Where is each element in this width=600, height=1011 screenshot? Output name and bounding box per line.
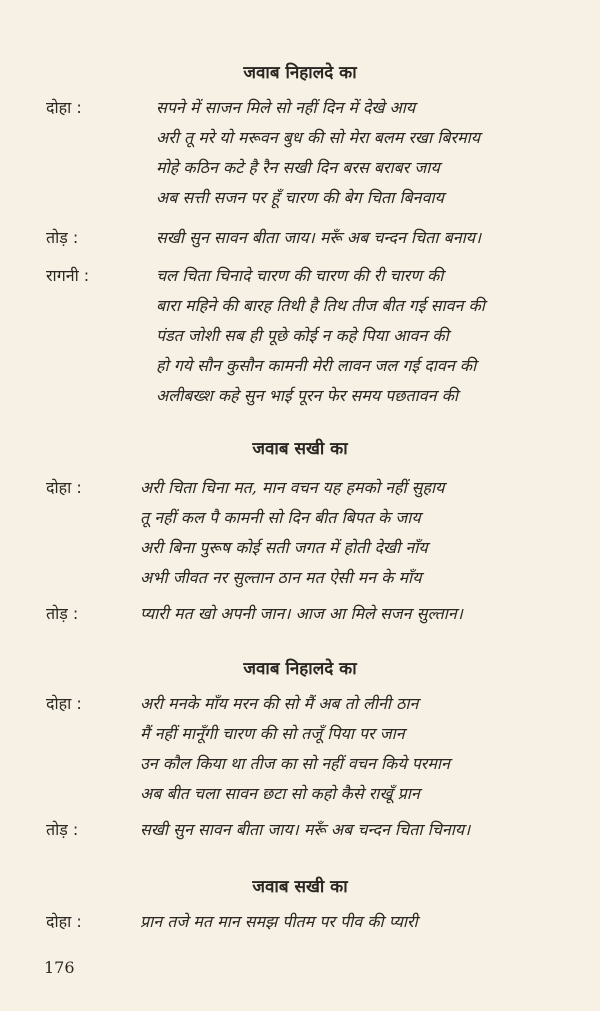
- verse-line: मोहे कठिन कटे है रैन सखी दिन बरस बराबर जाय: [156, 158, 440, 177]
- verse-label: तोड़ :: [46, 604, 79, 623]
- verse-line: तू नहीं कल पै कामनी सो दिन बीत बिपत के जाय: [140, 508, 421, 527]
- verse-line: अरी बिना पुरूष कोई सती जगत में होती देखी नाँय: [140, 538, 428, 557]
- verse-line: अलीबख्श कहे सुन भाई पूरन फेर समय पछतावन की: [156, 386, 459, 405]
- verse-label: दोहा :: [46, 694, 82, 713]
- verse-line: सखी सुन सावन बीता जाय। मरूँ अब चन्दन चिता चिनाय।: [140, 820, 471, 839]
- verse-line: अरी तू मरे यो मरूवन बुध की सो मेरा बलम रखा बिरमाय: [156, 128, 481, 147]
- verse-line: प्यारी मत खो अपनी जान। आज आ मिले सजन सुल्तान।: [140, 604, 463, 623]
- verse-line: मैं नहीं मानूँगी चारण की सो तजूँ पिया पर जान: [140, 724, 405, 743]
- verse-line: अब सत्ती सजन पर हूँ चारण की बेग चिता बिनवाय: [156, 188, 444, 207]
- verse-line: प्रान तजे मत मान समझ पीतम पर पीव की प्यारी: [140, 912, 418, 931]
- verse-line: अब बीत चला सावन छटा सो कहो कैसे राखूँ प्रान: [140, 784, 420, 803]
- verse-line: अभी जीवत नर सुल्तान ठान मत ऐसी मन के माँय: [140, 568, 422, 587]
- verse-line: उन कौल किया था तीज का सो नहीं वचन किये परमान: [140, 754, 450, 773]
- page-number: 176: [44, 958, 75, 977]
- section-heading: जवाब सखी का: [252, 877, 348, 897]
- verse-line: अरी चिता चिना मत, मान वचन यह हमको नहीं सुहाय: [140, 478, 445, 497]
- section-heading: जवाब निहालदे का: [243, 659, 357, 679]
- verse-label: रागनी :: [46, 266, 90, 285]
- verse-label: तोड़ :: [46, 228, 79, 247]
- verse-label: दोहा :: [46, 478, 82, 497]
- section-heading: जवाब सखी का: [252, 439, 348, 459]
- verse-line: चल चिता चिनादे चारण की चारण की री चारण की: [156, 266, 444, 285]
- verse-line: बारा महिने की बारह तिथी है तिथ तीज बीत गई सावन की: [156, 296, 485, 315]
- verse-line: सपने में साजन मिले सो नहीं दिन में देखे आय: [156, 98, 416, 117]
- verse-line: हो गये सौन कुसौन कामनी मेरी लावन जल गई दावन की: [156, 356, 477, 375]
- verse-label: दोहा :: [46, 98, 82, 117]
- section-heading: जवाब निहालदे का: [243, 63, 357, 83]
- verse-line: सखी सुन सावन बीता जाय। मरूँ अब चन्दन चिता बनाय।: [156, 228, 482, 247]
- verse-label: दोहा :: [46, 912, 82, 931]
- verse-line: पंडत जोशी सब ही पूछे कोई न कहे पिया आवन की: [156, 326, 449, 345]
- verse-label: तोड़ :: [46, 820, 79, 839]
- verse-line: अरी मनके माँय मरन की सो मैं अब तो लीनी ठान: [140, 694, 419, 713]
